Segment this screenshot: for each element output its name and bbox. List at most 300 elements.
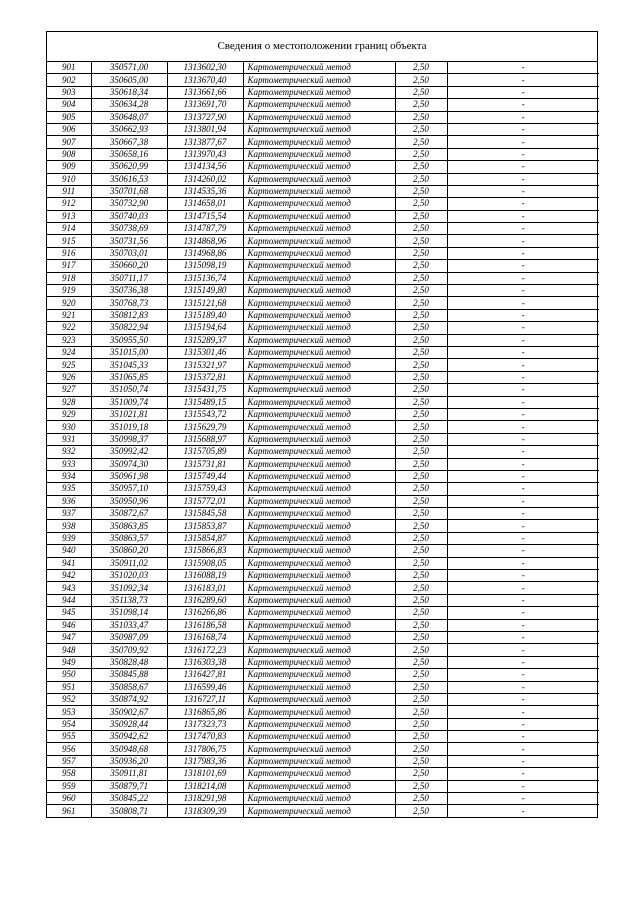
x-coordinate-cell: 351092,34	[91, 582, 167, 594]
table-row	[47, 74, 599, 86]
method-cell: Картометрический метод	[243, 755, 395, 767]
point-number-cell: 910	[47, 173, 91, 185]
description-cell: -	[447, 384, 599, 396]
method-cell: Картометрический метод	[243, 619, 395, 631]
x-coordinate-cell: 350711,17	[91, 272, 167, 284]
accuracy-cell: 2,50	[395, 693, 447, 705]
x-coordinate-cell: 350618,34	[91, 86, 167, 98]
x-coordinate-cell: 350974,30	[91, 458, 167, 470]
point-number-cell: 959	[47, 780, 91, 792]
point-number-cell: 919	[47, 285, 91, 297]
table-row	[47, 780, 599, 792]
point-number-cell: 926	[47, 371, 91, 383]
y-coordinate-cell: 1318309,39	[167, 805, 243, 817]
method-cell: Картометрический метод	[243, 185, 395, 197]
point-number-cell: 902	[47, 74, 91, 86]
y-coordinate-cell: 1315845,58	[167, 508, 243, 520]
description-cell: -	[447, 805, 599, 817]
x-coordinate-cell: 350605,00	[91, 74, 167, 86]
table-row	[47, 136, 599, 148]
description-cell: -	[447, 223, 599, 235]
x-coordinate-cell: 351019,18	[91, 421, 167, 433]
point-number-cell: 923	[47, 334, 91, 346]
y-coordinate-cell: 1316088,19	[167, 570, 243, 582]
accuracy-cell: 2,50	[395, 309, 447, 321]
y-coordinate-cell: 1314134,56	[167, 161, 243, 173]
table-row	[47, 421, 599, 433]
point-number-cell: 918	[47, 272, 91, 284]
y-coordinate-cell: 1313670,40	[167, 74, 243, 86]
description-cell: -	[447, 433, 599, 445]
table-row	[47, 111, 599, 123]
x-coordinate-cell: 350662,93	[91, 123, 167, 135]
method-cell: Картометрический метод	[243, 334, 395, 346]
point-number-cell: 922	[47, 322, 91, 334]
method-cell: Картометрический метод	[243, 421, 395, 433]
point-number-cell: 906	[47, 123, 91, 135]
method-cell: Картометрический метод	[243, 396, 395, 408]
point-number-cell: 950	[47, 669, 91, 681]
method-cell: Картометрический метод	[243, 768, 395, 780]
x-coordinate-cell: 350634,28	[91, 99, 167, 111]
x-coordinate-cell: 350942,62	[91, 731, 167, 743]
method-cell: Картометрический метод	[243, 408, 395, 420]
y-coordinate-cell: 1315136,74	[167, 272, 243, 284]
x-coordinate-cell: 351021,81	[91, 408, 167, 420]
method-cell: Картометрический метод	[243, 99, 395, 111]
y-coordinate-cell: 1316289,60	[167, 594, 243, 606]
method-cell: Картометрический метод	[243, 136, 395, 148]
method-cell: Картометрический метод	[243, 693, 395, 705]
table-row	[47, 62, 599, 74]
x-coordinate-cell: 350911,02	[91, 557, 167, 569]
point-number-cell: 916	[47, 247, 91, 259]
accuracy-cell: 2,50	[395, 681, 447, 693]
point-number-cell: 946	[47, 619, 91, 631]
x-coordinate-cell: 350740,03	[91, 210, 167, 222]
description-cell: -	[447, 408, 599, 420]
method-cell: Картометрический метод	[243, 718, 395, 730]
point-number-cell: 907	[47, 136, 91, 148]
point-number-cell: 943	[47, 582, 91, 594]
y-coordinate-cell: 1315189,40	[167, 309, 243, 321]
accuracy-cell: 2,50	[395, 421, 447, 433]
point-number-cell: 960	[47, 793, 91, 805]
table-row	[47, 123, 599, 135]
description-cell: -	[447, 557, 599, 569]
point-number-cell: 954	[47, 718, 91, 730]
method-cell: Картометрический метод	[243, 148, 395, 160]
method-cell: Картометрический метод	[243, 111, 395, 123]
method-cell: Картометрический метод	[243, 235, 395, 247]
accuracy-cell: 2,50	[395, 718, 447, 730]
y-coordinate-cell: 1316183,01	[167, 582, 243, 594]
method-cell: Картометрический метод	[243, 198, 395, 210]
accuracy-cell: 2,50	[395, 359, 447, 371]
y-coordinate-cell: 1315749,44	[167, 470, 243, 482]
x-coordinate-cell: 350950,96	[91, 495, 167, 507]
accuracy-cell: 2,50	[395, 322, 447, 334]
point-number-cell: 905	[47, 111, 91, 123]
x-coordinate-cell: 351015,00	[91, 346, 167, 358]
point-number-cell: 957	[47, 755, 91, 767]
point-number-cell: 912	[47, 198, 91, 210]
x-coordinate-cell: 350736,38	[91, 285, 167, 297]
point-number-cell: 908	[47, 148, 91, 160]
table-row	[47, 384, 599, 396]
x-coordinate-cell: 350879,71	[91, 780, 167, 792]
accuracy-cell: 2,50	[395, 508, 447, 520]
method-cell: Картометрический метод	[243, 210, 395, 222]
method-cell: Картометрический метод	[243, 74, 395, 86]
table-row	[47, 619, 599, 631]
method-cell: Картометрический метод	[243, 384, 395, 396]
table-row	[47, 594, 599, 606]
method-cell: Картометрический метод	[243, 223, 395, 235]
accuracy-cell: 2,50	[395, 210, 447, 222]
accuracy-cell: 2,50	[395, 185, 447, 197]
description-cell: -	[447, 743, 599, 755]
x-coordinate-cell: 350828,48	[91, 656, 167, 668]
x-coordinate-cell: 350738,69	[91, 223, 167, 235]
description-cell: -	[447, 508, 599, 520]
description-cell: -	[447, 99, 599, 111]
method-cell: Картометрический метод	[243, 433, 395, 445]
method-cell: Картометрический метод	[243, 346, 395, 358]
table-row	[47, 693, 599, 705]
table-row	[47, 185, 599, 197]
method-cell: Картометрический метод	[243, 557, 395, 569]
accuracy-cell: 2,50	[395, 334, 447, 346]
y-coordinate-cell: 1315629,79	[167, 421, 243, 433]
accuracy-cell: 2,50	[395, 656, 447, 668]
description-cell: -	[447, 755, 599, 767]
description-cell: -	[447, 322, 599, 334]
x-coordinate-cell: 351020,03	[91, 570, 167, 582]
table-row	[47, 508, 599, 520]
point-number-cell: 921	[47, 309, 91, 321]
description-cell: -	[447, 545, 599, 557]
description-cell: -	[447, 718, 599, 730]
method-cell: Картометрический метод	[243, 594, 395, 606]
y-coordinate-cell: 1316266,86	[167, 607, 243, 619]
point-number-cell: 914	[47, 223, 91, 235]
point-number-cell: 945	[47, 607, 91, 619]
table-row	[47, 582, 599, 594]
table-row	[47, 371, 599, 383]
y-coordinate-cell: 1316727,11	[167, 693, 243, 705]
y-coordinate-cell: 1315489,15	[167, 396, 243, 408]
description-cell: -	[447, 532, 599, 544]
accuracy-cell: 2,50	[395, 247, 447, 259]
y-coordinate-cell: 1317470,83	[167, 731, 243, 743]
accuracy-cell: 2,50	[395, 731, 447, 743]
description-cell: -	[447, 235, 599, 247]
x-coordinate-cell: 351138,73	[91, 594, 167, 606]
point-number-cell: 932	[47, 446, 91, 458]
method-cell: Картометрический метод	[243, 173, 395, 185]
accuracy-cell: 2,50	[395, 408, 447, 420]
method-cell: Картометрический метод	[243, 780, 395, 792]
y-coordinate-cell: 1314787,79	[167, 223, 243, 235]
description-cell: -	[447, 173, 599, 185]
description-cell: -	[447, 470, 599, 482]
point-number-cell: 940	[47, 545, 91, 557]
y-coordinate-cell: 1315194,64	[167, 322, 243, 334]
x-coordinate-cell: 350928,44	[91, 718, 167, 730]
method-cell: Картометрический метод	[243, 161, 395, 173]
description-cell: -	[447, 594, 599, 606]
table-row	[47, 706, 599, 718]
accuracy-cell: 2,50	[395, 285, 447, 297]
table-row	[47, 532, 599, 544]
description-cell: -	[447, 86, 599, 98]
y-coordinate-cell: 1315289,37	[167, 334, 243, 346]
x-coordinate-cell: 350936,20	[91, 755, 167, 767]
point-number-cell: 928	[47, 396, 91, 408]
method-cell: Картометрический метод	[243, 508, 395, 520]
point-number-cell: 948	[47, 644, 91, 656]
table-row	[47, 210, 599, 222]
method-cell: Картометрический метод	[243, 62, 395, 74]
accuracy-cell: 2,50	[395, 557, 447, 569]
y-coordinate-cell: 1315866,83	[167, 545, 243, 557]
method-cell: Картометрический метод	[243, 297, 395, 309]
description-cell: -	[447, 148, 599, 160]
method-cell: Картометрический метод	[243, 446, 395, 458]
point-number-cell: 961	[47, 805, 91, 817]
y-coordinate-cell: 1315772,01	[167, 495, 243, 507]
y-coordinate-cell: 1313970,43	[167, 148, 243, 160]
y-coordinate-cell: 1316427,81	[167, 669, 243, 681]
table-row	[47, 396, 599, 408]
method-cell: Картометрический метод	[243, 470, 395, 482]
table-row	[47, 483, 599, 495]
table-row	[47, 359, 599, 371]
x-coordinate-cell: 350768,73	[91, 297, 167, 309]
table-row	[47, 793, 599, 805]
x-coordinate-cell: 350902,67	[91, 706, 167, 718]
y-coordinate-cell: 1314658,01	[167, 198, 243, 210]
method-cell: Картометрический метод	[243, 123, 395, 135]
table-row	[47, 247, 599, 259]
method-cell: Картометрический метод	[243, 793, 395, 805]
x-coordinate-cell: 351045,33	[91, 359, 167, 371]
y-coordinate-cell: 1315854,87	[167, 532, 243, 544]
method-cell: Картометрический метод	[243, 743, 395, 755]
method-cell: Картометрический метод	[243, 359, 395, 371]
y-coordinate-cell: 1317983,36	[167, 755, 243, 767]
method-cell: Картометрический метод	[243, 731, 395, 743]
y-coordinate-cell: 1315431,75	[167, 384, 243, 396]
x-coordinate-cell: 350709,92	[91, 644, 167, 656]
table-row	[47, 285, 599, 297]
accuracy-cell: 2,50	[395, 433, 447, 445]
table-row	[47, 557, 599, 569]
y-coordinate-cell: 1313801,94	[167, 123, 243, 135]
x-coordinate-cell: 350703,01	[91, 247, 167, 259]
description-cell: -	[447, 359, 599, 371]
table-row	[47, 173, 599, 185]
table-row	[47, 644, 599, 656]
accuracy-cell: 2,50	[395, 148, 447, 160]
accuracy-cell: 2,50	[395, 483, 447, 495]
accuracy-cell: 2,50	[395, 594, 447, 606]
description-cell: -	[447, 334, 599, 346]
accuracy-cell: 2,50	[395, 396, 447, 408]
description-cell: -	[447, 185, 599, 197]
x-coordinate-cell: 350874,92	[91, 693, 167, 705]
table-row	[47, 731, 599, 743]
x-coordinate-cell: 350911,81	[91, 768, 167, 780]
method-cell: Картометрический метод	[243, 545, 395, 557]
table-row	[47, 309, 599, 321]
y-coordinate-cell: 1317806,75	[167, 743, 243, 755]
y-coordinate-cell: 1314715,54	[167, 210, 243, 222]
method-cell: Картометрический метод	[243, 582, 395, 594]
table-row	[47, 768, 599, 780]
method-cell: Картометрический метод	[243, 644, 395, 656]
point-number-cell: 956	[47, 743, 91, 755]
x-coordinate-cell: 350863,85	[91, 520, 167, 532]
accuracy-cell: 2,50	[395, 768, 447, 780]
accuracy-cell: 2,50	[395, 458, 447, 470]
table-row	[47, 297, 599, 309]
x-coordinate-cell: 350863,57	[91, 532, 167, 544]
point-number-cell: 920	[47, 297, 91, 309]
point-number-cell: 938	[47, 520, 91, 532]
accuracy-cell: 2,50	[395, 86, 447, 98]
method-cell: Картометрический метод	[243, 520, 395, 532]
x-coordinate-cell: 350955,50	[91, 334, 167, 346]
y-coordinate-cell: 1318214,08	[167, 780, 243, 792]
x-coordinate-cell: 350992,42	[91, 446, 167, 458]
accuracy-cell: 2,50	[395, 631, 447, 643]
y-coordinate-cell: 1315321,97	[167, 359, 243, 371]
method-cell: Картометрический метод	[243, 86, 395, 98]
x-coordinate-cell: 350701,68	[91, 185, 167, 197]
y-coordinate-cell: 1313727,90	[167, 111, 243, 123]
accuracy-cell: 2,50	[395, 198, 447, 210]
accuracy-cell: 2,50	[395, 743, 447, 755]
table-row	[47, 570, 599, 582]
point-number-cell: 953	[47, 706, 91, 718]
y-coordinate-cell: 1315098,19	[167, 260, 243, 272]
x-coordinate-cell: 350658,16	[91, 148, 167, 160]
table-row	[47, 470, 599, 482]
y-coordinate-cell: 1317323,73	[167, 718, 243, 730]
table-row	[47, 631, 599, 643]
y-coordinate-cell: 1318101,69	[167, 768, 243, 780]
method-cell: Картометрический метод	[243, 309, 395, 321]
description-cell: -	[447, 644, 599, 656]
description-cell: -	[447, 656, 599, 668]
point-number-cell: 935	[47, 483, 91, 495]
accuracy-cell: 2,50	[395, 74, 447, 86]
method-cell: Картометрический метод	[243, 570, 395, 582]
table-row	[47, 743, 599, 755]
method-cell: Картометрический метод	[243, 631, 395, 643]
x-coordinate-cell: 350660,20	[91, 260, 167, 272]
x-coordinate-cell: 351098,14	[91, 607, 167, 619]
accuracy-cell: 2,50	[395, 495, 447, 507]
description-cell: -	[447, 582, 599, 594]
point-number-cell: 939	[47, 532, 91, 544]
point-number-cell: 917	[47, 260, 91, 272]
accuracy-cell: 2,50	[395, 62, 447, 74]
description-cell: -	[447, 62, 599, 74]
method-cell: Картометрический метод	[243, 681, 395, 693]
description-cell: -	[447, 285, 599, 297]
description-cell: -	[447, 136, 599, 148]
x-coordinate-cell: 351065,85	[91, 371, 167, 383]
description-cell: -	[447, 297, 599, 309]
accuracy-cell: 2,50	[395, 669, 447, 681]
point-number-cell: 947	[47, 631, 91, 643]
description-cell: -	[447, 111, 599, 123]
description-cell: -	[447, 570, 599, 582]
accuracy-cell: 2,50	[395, 582, 447, 594]
table-row	[47, 520, 599, 532]
x-coordinate-cell: 350948,68	[91, 743, 167, 755]
point-number-cell: 931	[47, 433, 91, 445]
description-cell: -	[447, 260, 599, 272]
description-cell: -	[447, 371, 599, 383]
x-coordinate-cell: 351033,47	[91, 619, 167, 631]
accuracy-cell: 2,50	[395, 346, 447, 358]
point-number-cell: 930	[47, 421, 91, 433]
accuracy-cell: 2,50	[395, 520, 447, 532]
description-cell: -	[447, 309, 599, 321]
y-coordinate-cell: 1315372,81	[167, 371, 243, 383]
description-cell: -	[447, 210, 599, 222]
point-number-cell: 901	[47, 62, 91, 74]
point-number-cell: 913	[47, 210, 91, 222]
table-row	[47, 260, 599, 272]
table-row	[47, 334, 599, 346]
accuracy-cell: 2,50	[395, 297, 447, 309]
table-row	[47, 669, 599, 681]
method-cell: Картометрический метод	[243, 260, 395, 272]
accuracy-cell: 2,50	[395, 780, 447, 792]
x-coordinate-cell: 350648,07	[91, 111, 167, 123]
y-coordinate-cell: 1315731,81	[167, 458, 243, 470]
y-coordinate-cell: 1315759,43	[167, 483, 243, 495]
accuracy-cell: 2,50	[395, 272, 447, 284]
x-coordinate-cell: 350845,88	[91, 669, 167, 681]
x-coordinate-cell: 350845,22	[91, 793, 167, 805]
table-body	[47, 62, 599, 817]
y-coordinate-cell: 1315121,68	[167, 297, 243, 309]
x-coordinate-cell: 350616,53	[91, 173, 167, 185]
method-cell: Картометрический метод	[243, 706, 395, 718]
description-cell: -	[447, 198, 599, 210]
table-row	[47, 545, 599, 557]
point-number-cell: 934	[47, 470, 91, 482]
y-coordinate-cell: 1315149,80	[167, 285, 243, 297]
x-coordinate-cell: 350860,20	[91, 545, 167, 557]
method-cell: Картометрический метод	[243, 458, 395, 470]
description-cell: -	[447, 421, 599, 433]
point-number-cell: 933	[47, 458, 91, 470]
y-coordinate-cell: 1315705,89	[167, 446, 243, 458]
description-cell: -	[447, 780, 599, 792]
table-row	[47, 148, 599, 160]
table-row	[47, 235, 599, 247]
accuracy-cell: 2,50	[395, 235, 447, 247]
x-coordinate-cell: 350620,99	[91, 161, 167, 173]
accuracy-cell: 2,50	[395, 123, 447, 135]
